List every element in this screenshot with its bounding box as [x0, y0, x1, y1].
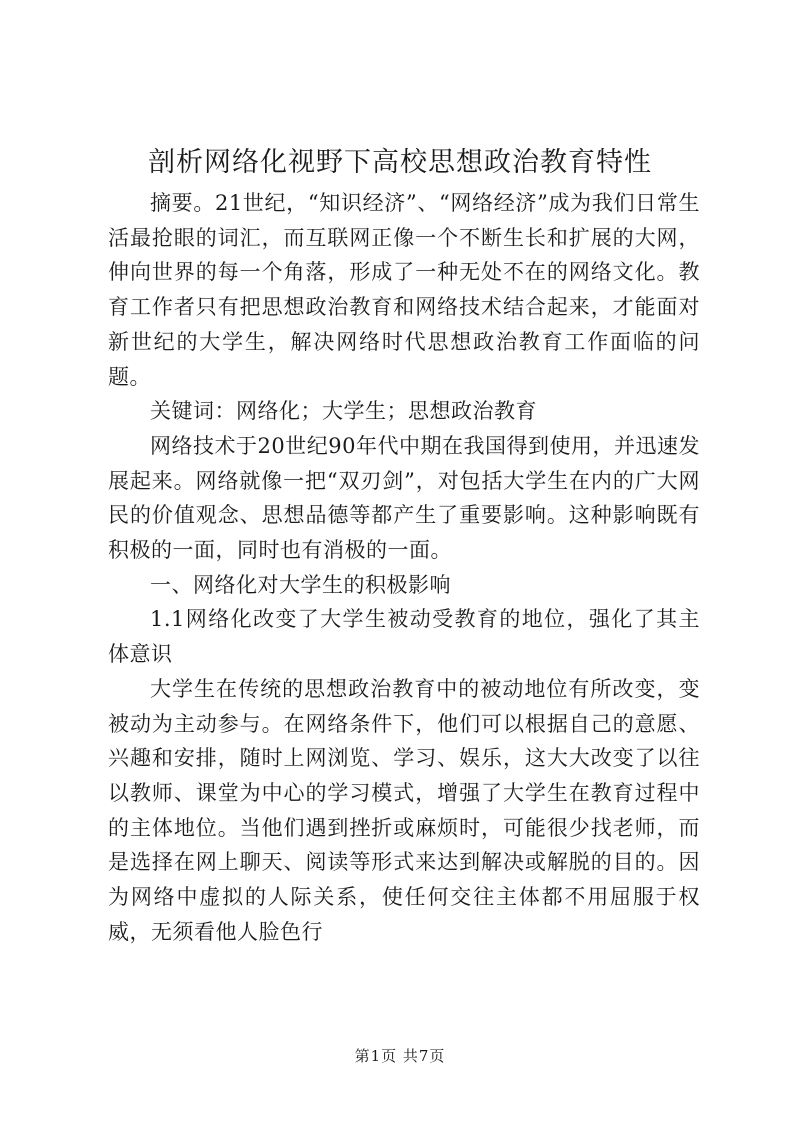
page-footer: 第1页 共7页: [354, 1047, 446, 1065]
keywords-paragraph: 关键词：网络化；大学生；思想政治教育: [150, 399, 537, 424]
intro-paragraph: 网络技术于20世纪90年代中期在我国得到使用，并迅速发展起来。网络就像一把“双刃剑”，对包括大学生在内的广大网民的价值观念、思想品德等都产生了重要影响。这种影响既有积极的一面，同时也有消极的一面。: [108, 433, 700, 563]
abstract-paragraph: 摘要。21世纪，“知识经济”、“网络经济”成为我们日常生活最抢眼的词汇，而互联网正像一个不断生长和扩展的大网，伸向世界的每一个角落，形成了一种无处不在的网络文化。教育工作者只有把思想政治教育和网络技术结合起来，才能面对新世纪的大学生，解决网络时代思想政治教育工作面临的问题。: [108, 191, 700, 389]
section-heading: 一、网络化对大学生的积极影响: [150, 572, 451, 597]
body-paragraph: 大学生在传统的思想政治教育中的被动地位有所改变，变被动为主动参与。在网络条件下，他们可以根据自己的意愿、兴趣和安排，随时上网浏览、学习、娱乐，这大大改变了以往以教师、课堂为中心的学习模式，增强了大学生在教育过程中的主体地位。当他们遇到挫折或麻烦时，可能很少找老师，而是选择在网上聊天、阅读等形式来达到解决或解脱的目的。因为网络中虚拟的人际关系，使任何交往主体都不用屈服于权威，无须看他人脸色行: [108, 676, 700, 944]
document-title: 剖析网络化视野下高校思想政治教育特性: [148, 147, 652, 178]
document-body: [108, 186, 700, 949]
subsection-heading: 1.1网络化改变了大学生被动受教育的地位，强化了其主体意识: [108, 607, 700, 667]
